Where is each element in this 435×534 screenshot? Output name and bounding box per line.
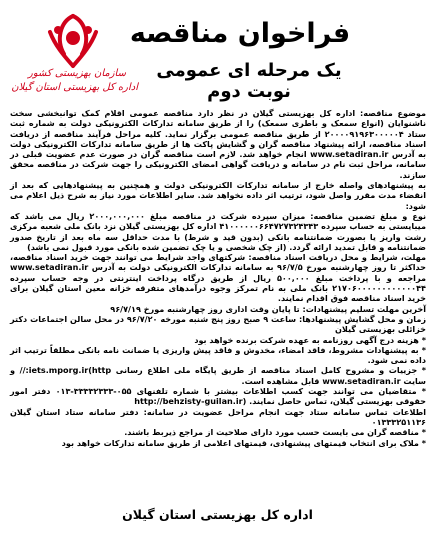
- guarantee-label: نوع و مبلغ تضمین مناقصه:: [310, 210, 426, 221]
- opening-text: ساعت ۹ صبح روز پنج شنبه مورخه ۹۶/۷/۲۰ در محل سالن اجتماعات دکتر خزائلی بهزیستی گیلان: [10, 313, 426, 335]
- deadline-label: آخرین مهلت تسلیم پیشنهادات:: [302, 303, 426, 314]
- notice-header: [0, 0, 435, 100]
- documents-label: مهلت، شرایط و محل دریافت اسناد مناقصه:: [248, 252, 427, 263]
- documents-paragraph: [10, 252, 426, 303]
- guarantee-paragraph: [10, 211, 426, 252]
- list-item: * به پیشنهادات مشروط، فاقد امضاء، مخدوش و فاقد پیش واریزی یا ضمانت نامه بانکی مطلقاً ترتیب اثر داده نمی شود.: [10, 344, 426, 366]
- guarantee-text: میزان سپرده شرکت در مناقصه مبلغ ۲۰۰۰,۰۰۰,۰۰۰ ریال می باشد که میبایستی به حساب سپرده ۴۱۰۰۰۰۰۰۶۶۴۷۲۷۳۲۴۳۴۳ اداره کل بهزیستی گیلان نزد بانک ملی شعبه مرکزی رشت واریز یا بصورت ضمانتنامه بانکی (بدون قید و شرط) با مدت حداقل سه ماه بعد از تاریخ صدور ضمانتنامه و قابل تمدید ارائه گردد. (از چک شخصی و یا چک تضمین شده بانکی مورد قبول نمی باشد): [10, 210, 426, 252]
- tender-subject-label: موضوع مناقصه:: [359, 108, 427, 118]
- list-item: * متقاضیان می توانند جهت کسب اطلاعات بیشتر با شماره تلفنهای ۰۵۵-۳۳۳۳۲۳۳۳-۰۱۳ دفتر امور حقوقی بهزیستی گیلان، تماس حاصل نمایند. (http://behzisty-guilan.ir: [10, 386, 426, 407]
- issuer-signature: اداره کل بهزیستی استان گیلان: [122, 507, 313, 522]
- org-name-line2: اداره کل بهزیستی استان گیلان: [11, 82, 138, 93]
- org-name-line1: سازمان بهزیستی کشور: [27, 68, 126, 79]
- opening-label: زمان و محل گشایش پیشنهادها:: [299, 313, 426, 324]
- tender-subject-text: اداره کل بهزیستی گیلان در نظر دارد مناقصه عمومی اقلام کمک توانبخشی سخت ناشنوایان (انواع سمعک و باطری سمعک) را از طریق سامانه تدارکات الکترونیکی دولت به شماره ثبت ستاد ۲۰۰۰۰۹۱۹۶۳۰۰۰۰۰۴ از طریق مناقصه عمومی برگزار نماید. کلیه مراحل فرآیند مناقصه از دریافت اسناد مناقصه، ارائه پیشنهاد مناقصه گران و گشایش پاکت ها از طریق سامانه تدارکات الکترونیکی دولت به آدرس www.setadiran.ir انجام خواهد شد. لازم است مناقصه گران در صورت عدم عضویت قبلی در سامانه، مراحل ثبت نام در سامانه و دریافت گواهی امضای الکترونیکی را جهت شرکت در مناقصه محقق سازند.: [10, 108, 426, 180]
- opening-paragraph: [10, 314, 426, 335]
- setad-contact-paragraph: [10, 407, 426, 428]
- final-notes-list: [10, 427, 426, 448]
- list-item: * مناقصه گران می بایست حسب مورد دارای صلاحیت از مراجع ذیربط باشند.: [124, 427, 426, 438]
- setad-contact-text: دفتر سامانه ستاد استان گیلان ۰۱۳۳۳۲۵۱۱۳۶: [10, 406, 426, 427]
- notice-body: [10, 108, 426, 448]
- setad-contact-label: اطلاعات تماس سامانه ستاد جهت انجام مراحل عضویت در سامانه:: [143, 406, 427, 417]
- list-item: * جزییات و مشروح کامل اسناد مناقصه از طریق پایگاه ملی اطلاع رسانی iets.mporg.ir(http:// و سایت www.setadiran.ir قابل مشاهده است.: [10, 365, 426, 386]
- deadline-paragraph: [10, 304, 426, 314]
- deadline-text: تا پایان وقت اداری روز چهارشنبه مورخ ۹۶/۷/۱۹: [110, 303, 303, 314]
- notes-list: [10, 335, 426, 407]
- tender-subject-paragraph: [10, 108, 426, 180]
- notice-subtitle: یک مرحله ای عمومی نوبت دوم: [156, 60, 342, 102]
- documents-text: شرکتهای واجد شرایط می توانند جهت خرید اسناد مناقصه، حداکثر تا روز چهارشنبه مورخ ۹۶/۷/۵ به سامانه تدارکات الکترونیکی دولت به آدرس www.setadiran.ir مراجعه و با پرداخت مبلغ ۵۰۰,۰۰۰ ریال از طریق درگاه پرداخت اینترنتی در وجه حساب سپرده ۲۱۷۰۶۰۰۰۰۰۰۰۰۰۰۰۰۴۴ بانک ملی به نام تمرکز وجوه درآمدهای متفرقه خزانه معین استان گیلان برای خرید اسناد مناقصه فوق اقدام نمایند.: [10, 252, 426, 304]
- welfare-organization-logo: [38, 10, 108, 72]
- list-item: * هزینه درج آگهی روزنامه به عهده شرکت برنده خواهد بود: [194, 334, 426, 345]
- late-bids-paragraph: به پیشنهادهای واصله خارج از سامانه تدارکات الکترونیکی دولت و همچنین به پیشنهادهایی که بعد از انقضاء مدت مقرر واصل شود، ترتیب اثر داده نخواهد شد. سایر اطلاعات مورد نیاز به شرح ذیل اعلام می شود:: [10, 180, 426, 211]
- list-item: * ملاک برای انتخاب قیمتهای پیشنهادی، قیمتهای اعلامی از طریق سامانه تدارکات خواهد بود: [61, 437, 426, 448]
- notice-title: فراخوان مناقصه: [129, 18, 351, 49]
